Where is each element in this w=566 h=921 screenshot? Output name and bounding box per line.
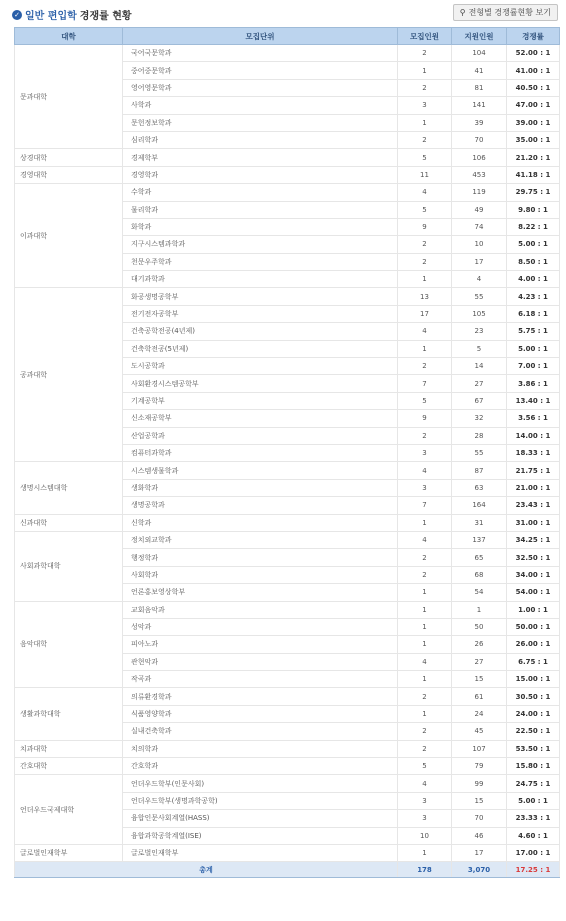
unit-cell: 사학과: [123, 97, 398, 114]
unit-cell: 융합인문사회계열(HASS): [123, 810, 398, 827]
quota-cell: 4: [398, 323, 452, 340]
college-cell: 글로벌인재학부: [15, 844, 123, 861]
applicants-cell: 5: [452, 340, 507, 357]
competition-rate-table: [14, 27, 560, 878]
unit-cell: 글로벌인재학부: [123, 844, 398, 861]
unit-cell: 컴퓨터과학과: [123, 444, 398, 461]
applicants-cell: 70: [452, 131, 507, 148]
unit-cell: 기계공학부: [123, 392, 398, 409]
quota-cell: 3: [398, 810, 452, 827]
rate-cell: 15.80 : 1: [507, 758, 560, 775]
rate-cell: 6.75 : 1: [507, 653, 560, 670]
unit-cell: 건축학전공(5년제): [123, 340, 398, 357]
quota-cell: 1: [398, 62, 452, 79]
college-cell: 생활과학대학: [15, 688, 123, 740]
quota-cell: 9: [398, 410, 452, 427]
college-cell: 경영대학: [15, 166, 123, 183]
quota-cell: 2: [398, 723, 452, 740]
table-row: [15, 462, 560, 479]
unit-cell: 심리학과: [123, 131, 398, 148]
rate-cell: 17.00 : 1: [507, 844, 560, 861]
rate-cell: 21.75 : 1: [507, 462, 560, 479]
quota-cell: 5: [398, 201, 452, 218]
unit-cell: 행정학과: [123, 549, 398, 566]
applicants-cell: 55: [452, 444, 507, 461]
unit-cell: 대기과학과: [123, 271, 398, 288]
applicants-cell: 50: [452, 618, 507, 635]
unit-cell: 생화학과: [123, 479, 398, 496]
column-header-quota: 모집인원: [398, 28, 452, 45]
quota-cell: 2: [398, 566, 452, 583]
unit-cell: 교회음악과: [123, 601, 398, 618]
rate-cell: 1.00 : 1: [507, 601, 560, 618]
quota-cell: 4: [398, 775, 452, 792]
quota-cell: 1: [398, 584, 452, 601]
rate-cell: 34.25 : 1: [507, 531, 560, 548]
applicants-cell: 119: [452, 184, 507, 201]
rate-cell: 23.33 : 1: [507, 810, 560, 827]
unit-cell: 경영학과: [123, 166, 398, 183]
quota-cell: 13: [398, 288, 452, 305]
college-cell: 음악대학: [15, 601, 123, 688]
applicants-cell: 65: [452, 549, 507, 566]
quota-cell: 4: [398, 462, 452, 479]
rate-cell: 15.00 : 1: [507, 671, 560, 688]
total-label: 총계: [15, 862, 398, 878]
table-header-row: [15, 28, 560, 45]
unit-cell: 성악과: [123, 618, 398, 635]
page-header: [0, 0, 566, 26]
unit-cell: 치의학과: [123, 740, 398, 757]
applicants-cell: 81: [452, 79, 507, 96]
quota-cell: 2: [398, 549, 452, 566]
unit-cell: 관현악과: [123, 653, 398, 670]
quota-cell: 1: [398, 601, 452, 618]
quota-cell: 1: [398, 705, 452, 722]
quota-cell: 5: [398, 758, 452, 775]
search-icon: ⚲: [459, 8, 466, 17]
rate-cell: 53.50 : 1: [507, 740, 560, 757]
rate-cell: 23.43 : 1: [507, 497, 560, 514]
applicants-cell: 141: [452, 97, 507, 114]
unit-cell: 신소재공학부: [123, 410, 398, 427]
rate-cell: 8.22 : 1: [507, 218, 560, 235]
applicants-cell: 17: [452, 844, 507, 861]
applicants-cell: 10: [452, 236, 507, 253]
unit-cell: 언더우드학부(인문사회): [123, 775, 398, 792]
college-cell: 신과대학: [15, 514, 123, 531]
applicants-cell: 87: [452, 462, 507, 479]
unit-cell: 영어영문학과: [123, 79, 398, 96]
quota-cell: 3: [398, 792, 452, 809]
rate-cell: 4.60 : 1: [507, 827, 560, 844]
unit-cell: 작곡과: [123, 671, 398, 688]
rate-cell: 5.00 : 1: [507, 340, 560, 357]
column-header-rate: 경쟁률: [507, 28, 560, 45]
table-row: [15, 514, 560, 531]
applicants-cell: 24: [452, 705, 507, 722]
rate-cell: 26.00 : 1: [507, 636, 560, 653]
rate-cell: 22.50 : 1: [507, 723, 560, 740]
applicants-cell: 68: [452, 566, 507, 583]
applicants-cell: 137: [452, 531, 507, 548]
quota-cell: 3: [398, 479, 452, 496]
title-rest: 경쟁률 현황: [79, 11, 132, 22]
unit-cell: 정치외교학과: [123, 531, 398, 548]
rate-cell: 52.00 : 1: [507, 45, 560, 62]
quota-cell: 10: [398, 827, 452, 844]
quota-cell: 1: [398, 114, 452, 131]
applicants-cell: 28: [452, 427, 507, 444]
table-row: [15, 740, 560, 757]
applicants-cell: 45: [452, 723, 507, 740]
quota-cell: 1: [398, 844, 452, 861]
unit-cell: 지구시스템과학과: [123, 236, 398, 253]
quota-cell: 2: [398, 45, 452, 62]
unit-cell: 의류환경학과: [123, 688, 398, 705]
table-row: [15, 288, 560, 305]
quota-cell: 4: [398, 531, 452, 548]
rate-cell: 30.50 : 1: [507, 688, 560, 705]
rate-cell: 50.00 : 1: [507, 618, 560, 635]
quota-cell: 3: [398, 444, 452, 461]
college-cell: 공과대학: [15, 288, 123, 462]
table-row: [15, 45, 560, 62]
applicants-cell: 39: [452, 114, 507, 131]
college-cell: 생명시스템대학: [15, 462, 123, 514]
quota-cell: 2: [398, 358, 452, 375]
applicants-cell: 17: [452, 253, 507, 270]
table-row: [15, 688, 560, 705]
unit-cell: 문헌정보학과: [123, 114, 398, 131]
quota-cell: 9: [398, 218, 452, 235]
rate-cell: 4.00 : 1: [507, 271, 560, 288]
unit-cell: 도시공학과: [123, 358, 398, 375]
applicants-cell: 27: [452, 653, 507, 670]
rate-cell: 7.00 : 1: [507, 358, 560, 375]
unit-cell: 수학과: [123, 184, 398, 201]
unit-cell: 언론홍보영상학부: [123, 584, 398, 601]
applicants-cell: 54: [452, 584, 507, 601]
applicants-cell: 164: [452, 497, 507, 514]
check-circle-icon: ✓: [12, 10, 22, 20]
college-cell: 간호대학: [15, 758, 123, 775]
applicants-cell: 26: [452, 636, 507, 653]
rate-cell: 9.80 : 1: [507, 201, 560, 218]
applicants-cell: 15: [452, 792, 507, 809]
quota-cell: 1: [398, 514, 452, 531]
column-header-unit: 모집단위: [123, 28, 398, 45]
unit-cell: 물리학과: [123, 201, 398, 218]
unit-cell: 실내건축학과: [123, 723, 398, 740]
quota-cell: 1: [398, 618, 452, 635]
rate-cell: 32.50 : 1: [507, 549, 560, 566]
rate-cell: 4.23 : 1: [507, 288, 560, 305]
table-row: [15, 184, 560, 201]
quota-cell: 11: [398, 166, 452, 183]
rate-cell: 41.18 : 1: [507, 166, 560, 183]
table-row: [15, 166, 560, 183]
quota-cell: 3: [398, 97, 452, 114]
view-by-admission-type-button[interactable]: [453, 4, 558, 21]
unit-cell: 융합과학공학계열(ISE): [123, 827, 398, 844]
applicants-cell: 41: [452, 62, 507, 79]
table-row: [15, 844, 560, 861]
unit-cell: 전기전자공학부: [123, 305, 398, 322]
rate-cell: 34.00 : 1: [507, 566, 560, 583]
quota-cell: 4: [398, 653, 452, 670]
unit-cell: 산업공학과: [123, 427, 398, 444]
applicants-cell: 106: [452, 149, 507, 166]
unit-cell: 천문우주학과: [123, 253, 398, 270]
applicants-cell: 67: [452, 392, 507, 409]
applicants-cell: 55: [452, 288, 507, 305]
unit-cell: 사회환경시스템공학부: [123, 375, 398, 392]
applicants-cell: 15: [452, 671, 507, 688]
quota-cell: 1: [398, 340, 452, 357]
rate-cell: 21.00 : 1: [507, 479, 560, 496]
applicants-cell: 63: [452, 479, 507, 496]
quota-cell: 5: [398, 392, 452, 409]
applicants-cell: 14: [452, 358, 507, 375]
applicants-cell: 27: [452, 375, 507, 392]
quota-cell: 7: [398, 497, 452, 514]
college-cell: 치과대학: [15, 740, 123, 757]
rate-cell: 13.40 : 1: [507, 392, 560, 409]
applicants-cell: 1: [452, 601, 507, 618]
quota-cell: 2: [398, 427, 452, 444]
rate-cell: 39.00 : 1: [507, 114, 560, 131]
rate-cell: 3.56 : 1: [507, 410, 560, 427]
total-applicants: 3,070: [452, 862, 507, 878]
table-row: [15, 149, 560, 166]
applicants-cell: 32: [452, 410, 507, 427]
rate-cell: 5.00 : 1: [507, 792, 560, 809]
applicants-cell: 46: [452, 827, 507, 844]
quota-cell: 17: [398, 305, 452, 322]
quota-cell: 2: [398, 740, 452, 757]
rate-cell: 8.50 : 1: [507, 253, 560, 270]
college-cell: 사회과학대학: [15, 531, 123, 601]
column-header-college: 대학: [15, 28, 123, 45]
rate-cell: 24.75 : 1: [507, 775, 560, 792]
unit-cell: 사회학과: [123, 566, 398, 583]
title-highlight: 일반 편입학: [25, 11, 77, 22]
applicants-cell: 74: [452, 218, 507, 235]
college-cell: 이과대학: [15, 184, 123, 288]
applicants-cell: 453: [452, 166, 507, 183]
college-cell: 언더우드국제대학: [15, 775, 123, 845]
applicants-cell: 31: [452, 514, 507, 531]
rate-cell: 5.00 : 1: [507, 236, 560, 253]
page-title: [12, 7, 132, 22]
unit-cell: 언더우드학부(생명과학공학): [123, 792, 398, 809]
applicants-cell: 49: [452, 201, 507, 218]
table-row: [15, 775, 560, 792]
column-header-applicants: 지원인원: [452, 28, 507, 45]
rate-cell: 3.86 : 1: [507, 375, 560, 392]
rate-cell: 41.00 : 1: [507, 62, 560, 79]
applicants-cell: 70: [452, 810, 507, 827]
rate-cell: 54.00 : 1: [507, 584, 560, 601]
quota-cell: 4: [398, 184, 452, 201]
unit-cell: 화공생명공학부: [123, 288, 398, 305]
rate-cell: 6.18 : 1: [507, 305, 560, 322]
unit-cell: 경제학부: [123, 149, 398, 166]
unit-cell: 생명공학과: [123, 497, 398, 514]
college-cell: 문과대학: [15, 45, 123, 149]
unit-cell: 시스템생물학과: [123, 462, 398, 479]
rate-cell: 24.00 : 1: [507, 705, 560, 722]
table-row: [15, 531, 560, 548]
rate-cell: 35.00 : 1: [507, 131, 560, 148]
college-cell: 상경대학: [15, 149, 123, 166]
quota-cell: 2: [398, 236, 452, 253]
rate-cell: 29.75 : 1: [507, 184, 560, 201]
quota-cell: 5: [398, 149, 452, 166]
applicants-cell: 107: [452, 740, 507, 757]
unit-cell: 신학과: [123, 514, 398, 531]
applicants-cell: 79: [452, 758, 507, 775]
unit-cell: 건축공학전공(4년제): [123, 323, 398, 340]
total-quota: 178: [398, 862, 452, 878]
applicants-cell: 23: [452, 323, 507, 340]
rate-cell: 40.50 : 1: [507, 79, 560, 96]
applicants-cell: 99: [452, 775, 507, 792]
view-button-label: 전형별 경쟁률현황 보기: [468, 8, 551, 17]
rate-cell: 14.00 : 1: [507, 427, 560, 444]
rate-cell: 18.33 : 1: [507, 444, 560, 461]
applicants-cell: 61: [452, 688, 507, 705]
unit-cell: 피아노과: [123, 636, 398, 653]
quota-cell: 1: [398, 271, 452, 288]
total-row: [15, 862, 560, 878]
rate-cell: 21.20 : 1: [507, 149, 560, 166]
quota-cell: 2: [398, 131, 452, 148]
unit-cell: 중어중문학과: [123, 62, 398, 79]
table-row: [15, 601, 560, 618]
quota-cell: 2: [398, 688, 452, 705]
quota-cell: 7: [398, 375, 452, 392]
quota-cell: 2: [398, 253, 452, 270]
total-rate: 17.25 : 1: [507, 862, 560, 878]
table-row: [15, 758, 560, 775]
rate-cell: 31.00 : 1: [507, 514, 560, 531]
unit-cell: 화학과: [123, 218, 398, 235]
unit-cell: 식품영양학과: [123, 705, 398, 722]
unit-cell: 국어국문학과: [123, 45, 398, 62]
applicants-cell: 104: [452, 45, 507, 62]
quota-cell: 1: [398, 671, 452, 688]
quota-cell: 1: [398, 636, 452, 653]
unit-cell: 간호학과: [123, 758, 398, 775]
quota-cell: 2: [398, 79, 452, 96]
applicants-cell: 4: [452, 271, 507, 288]
rate-cell: 47.00 : 1: [507, 97, 560, 114]
rate-cell: 5.75 : 1: [507, 323, 560, 340]
applicants-cell: 105: [452, 305, 507, 322]
